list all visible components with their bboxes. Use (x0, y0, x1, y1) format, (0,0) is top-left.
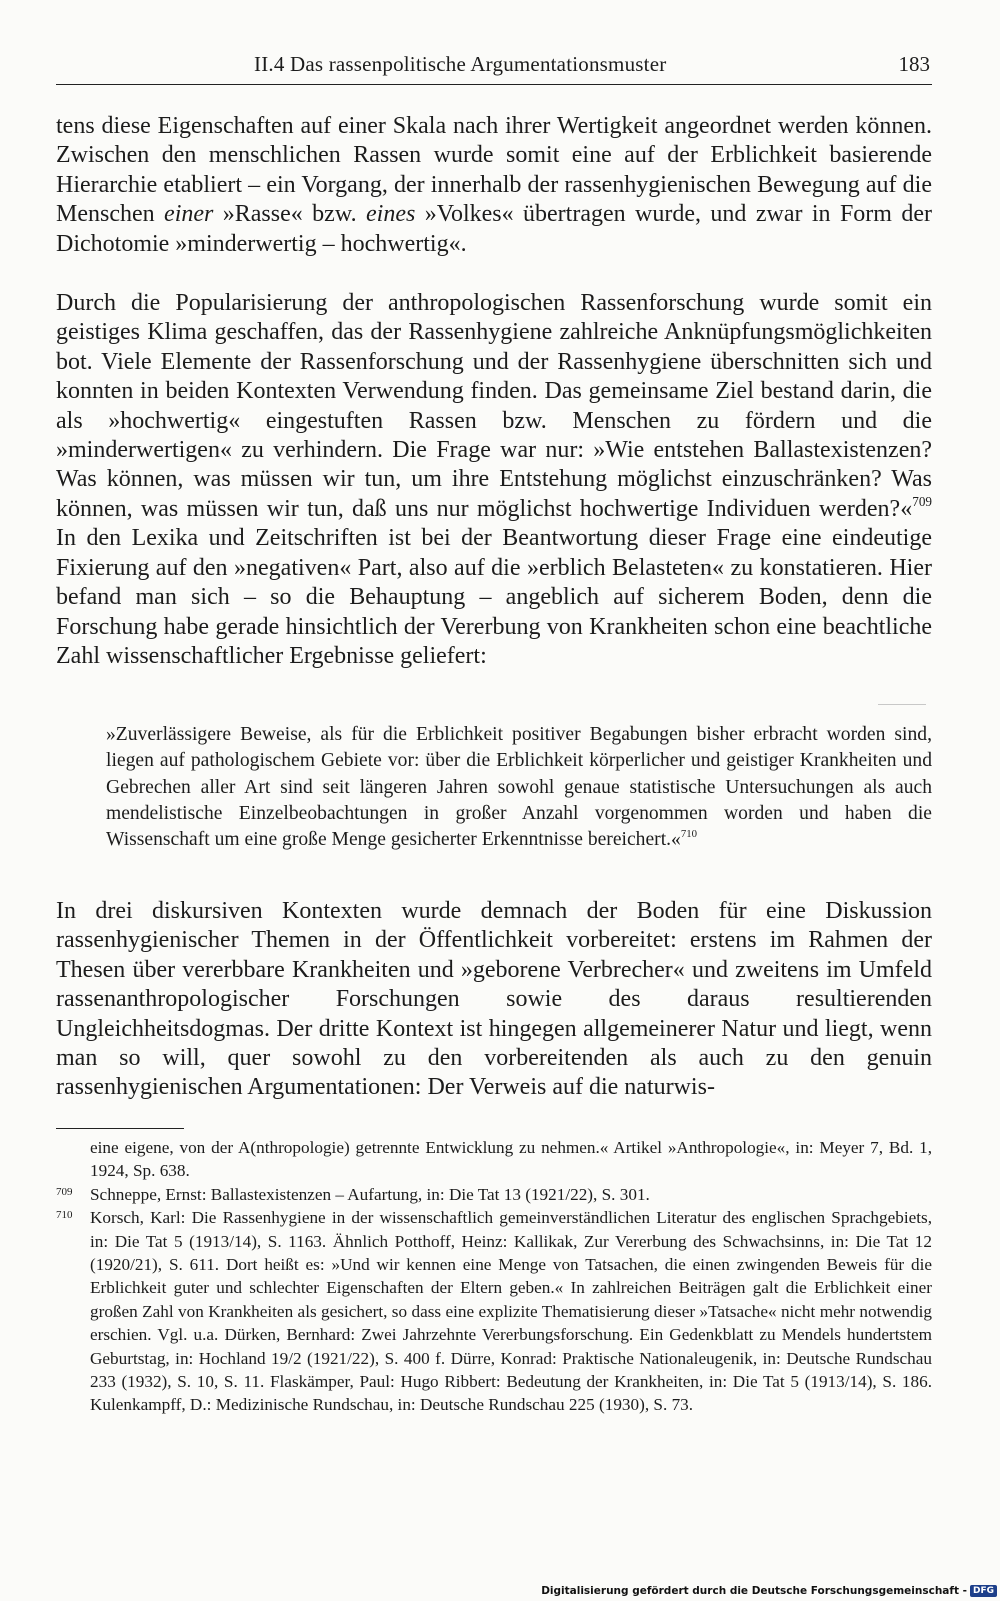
credit-text: Digitalisierung gefördert durch die Deutsche Forschungsgemeinschaft - (541, 1585, 967, 1597)
paragraph-1 (56, 112, 932, 259)
emphasis-einer: einer (164, 201, 214, 228)
block-quote-text: »Zuverlässigere Beweise, als für die Erblichkeit positiver Begabungen bisher erbracht worden sind, liegen auf pathologischem Gebiete vor: über die Erblichkeit körperlicher und geistiger Krankheiten und Gebrechen aller Art sind seit längeren Jahren sowohl genaue statistische Untersuchungen als auch mendelistische Einzelbeobachtungen in großer Anzahl vorgenommen worden und haben die Wissenschaft um eine große Menge gesicherter Erkenntnisse bereichert.« (106, 724, 932, 851)
paragraph-2 (56, 289, 932, 671)
main-text (56, 112, 932, 671)
block-quote (106, 722, 932, 853)
footnote-number: 710 (56, 1209, 73, 1222)
running-title: II.4 Das rassenpolitische Argumentationsmuster (254, 52, 667, 76)
paragraph-3: In drei diskursiven Kontexten wurde demnach der Boden für eine Diskussion rassenhygienischer Themen in der Öffentlichkeit vorbereitet: erstens im Rahmen der Thesen über vererbbare Krankheiten und »geborene Verbrecher« und zweitens im Umfeld rassenanthropologischer Forschungen sowie des daraus resultierenden Ungleichheitsdogmas. Der dritte Kontext ist hingegen allgemeinerer Natur und liegt, wenn man so will, quer sowohl zu den vorbereitenden als auch zu den genuin rassenhygienischen Argumentationen: Der Verweis auf die naturwis- (56, 898, 932, 1101)
footnote-number: 709 (56, 1185, 73, 1198)
paragraph-2-text-a: Durch die Popularisierung der anthropologischen Rassenforschung wurde somit ein geistiges Klima geschaffen, das der Rassenhygiene zahlreiche Anknüpfungsmöglichkeiten bot. Viele Elemente der Rassenforschung und der Rassenhygiene überschnitten sich und konnten in beiden Kontexten Verwendung finden. Das gemeinsame Ziel bestand darin, die als »hochwertig« eingestuften Rassen bzw. Menschen zu fördern und die »minderwertigen« zu verhindern. Die Frage war nur: »Wie entstehen Ballastexistenzen? Was können, was müssen wir tun, um ihre Entstehung möglichst einzuschränken? Was können, was müssen wir tun, daß uns nur möglichst hochwertige Individuen werden?« (56, 290, 932, 522)
footnote-continued-text: eine eigene, von der A(nthropologie) getrennte Entwicklung zu nehmen.« Artikel »Anthropologie«, in: Meyer 7, Bd. 1, 1924, Sp. 638. (90, 1138, 932, 1181)
margin-mark (878, 704, 926, 705)
main-text-continued (56, 897, 932, 1103)
footnote-continued (56, 1136, 932, 1183)
footnote-separator (56, 1128, 184, 1129)
footnote-709 (56, 1183, 932, 1206)
footnote-ref-710[interactable]: 710 (680, 828, 697, 841)
page-number: 183 (898, 52, 930, 76)
block-quote-paragraph (106, 722, 932, 853)
footnotes (56, 1136, 932, 1417)
dfg-logo-icon: DFG (970, 1585, 997, 1597)
footnote-ref-709[interactable]: 709 (912, 493, 932, 509)
emphasis-eines: eines (366, 201, 416, 228)
footnote-710 (56, 1206, 932, 1417)
digitization-credit (541, 1583, 997, 1599)
footnote-text: Korsch, Karl: Die Rassenhygiene in der wissenschaftlich gemeinverständlichen Literatur des englischen Sprachgebiets, in: Die Tat 5 (1913/14), S. 1163. Ähnlich Potthoff, Heinz: Kallikak, Zur Vererbung des Schwachsinns, in: Die Tat 12 (1920/21), S. 611. Dort heißt es: »Und wir kennen eine Menge von Tatsachen, die einen zwingenden Beweis für die Erblichkeit guter und schlechter Eigenschaften der Eltern geben.« In zahlreichen Beiträgen galt die Erblichkeit einer großen Zahl von Krankheiten als gesichert, so dass eine explizite Thematisierung dieser »Tatsache« nicht mehr notwendig erschien. Vgl. u.a. Dürken, Bernhard: Zwei Jahrzehnte Vererbungsforschung. Ein Gedenkblatt zu Mendels hundertstem Geburtstag, in: Hochland 19/2 (1921/22), S. 400 f. Dürre, Konrad: Praktische Nationaleugenik, in: Deutsche Rundschau 233 (1932), S. 10, S. 11. Flaskämper, Paul: Hugo Ribbert: Bedeutung der Krankheiten, in: Die Tat 5 (1913/14), S. 186. Kulenkampff, D.: Medizinische Rundschau, in: Deutsche Rundschau 225 (1930), S. 73. (90, 1208, 932, 1415)
paragraph-1-text-c: »Volkes« übertragen wurde, und zwar in Form der Dichotomie »minderwertig – hochwertig«. (56, 201, 932, 257)
paragraph-1-text-a: tens diese Eigenschaften auf einer Skala nach ihrer Wertigkeit angeordnet werden können. Zwischen den menschlichen Rassen wurde somit eine auf der Erblichkeit basierende Hierarchie etabliert – ein Vorgang, der innerhalb der rassenhygienischen Bewegung auf die Menschen (56, 113, 932, 228)
paragraph-1-text-b: »Rasse« bzw. (213, 201, 366, 228)
running-header (56, 50, 932, 85)
footnote-text: Schneppe, Ernst: Ballastexistenzen – Aufartung, in: Die Tat 13 (1921/22), S. 301. (90, 1184, 650, 1204)
paragraph-2-text-b: In den Lexika und Zeitschriften ist bei der Beantwortung dieser Frage eine eindeutige Fixierung auf den »negativen« Part, also auf die »erblich Belasteten« zu konstatieren. Hier befand man sich – so die Behauptung – angeblich auf sicherem Boden, denn die Forschung habe gerade hinsichtlich der Vererbung von Krankheiten schon eine beachtliche Zahl wissenschaftlicher Ergebnisse geliefert: (56, 525, 932, 669)
